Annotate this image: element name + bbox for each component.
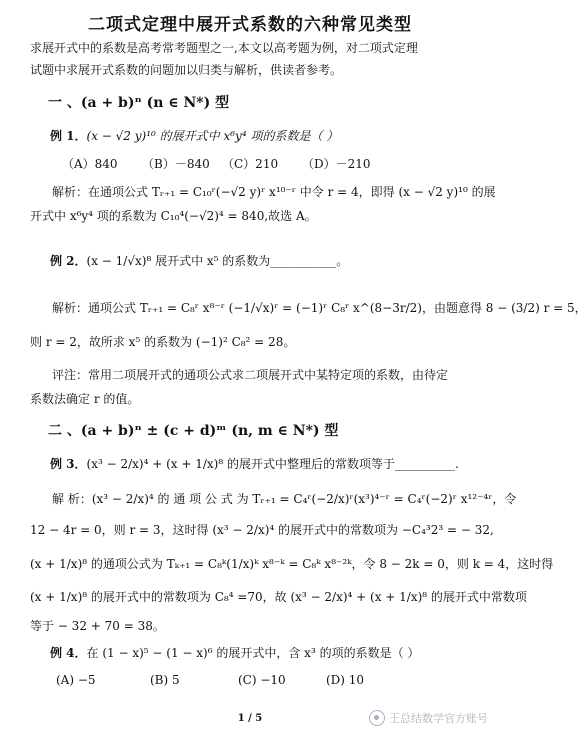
example-4-option-a: (A) −5 [56, 673, 96, 687]
example-1-text: (x − √2 y)¹⁰ 的展开式中 x⁶y⁴ 项的系数是（ ） [86, 129, 339, 143]
example-4-label: 例 4． [50, 646, 87, 660]
example-3-question [50, 456, 550, 472]
page-title: 二项式定理中展开式系数的六种常见类型 [88, 15, 412, 35]
intro-line-1: 求展开式中的系数是高考常考题型之一,本文以高考题为例，对二项式定理 [30, 41, 418, 55]
example-2-solution-line-1: 解析：通项公式 Tᵣ₊₁ = C₈ʳ x⁸⁻ʳ (−1/√x)ʳ = (−1)ʳ C₈ʳ x^(8−3r/2)，由题意得 8 − (3/2) r = 5， [52, 301, 587, 315]
example-4-text: 在 (1 − x)⁵ − (1 − x)⁶ 的展开式中，含 x³ 的项的系数是（ ） [86, 646, 420, 660]
example-3-label: 例 3． [50, 457, 87, 471]
example-3-solution-line-1: 解 析：(x³ − 2/x)⁴ 的 通 项 公 式 为 Tᵣ₊₁ = C₄ʳ(−2/x)ʳ(x³)⁴⁻ʳ = C₄ʳ(−2)ʳ x¹²⁻⁴ʳ，令 [52, 492, 517, 506]
example-3-solution-line-3: (x + 1/x)⁸ 的通项公式为 Tₖ₊₁ = C₈ᵏ(1/x)ᵏ x⁸⁻ᵏ = C₈ᵏ x⁸⁻²ᵏ，令 8 − 2k = 0，则 k = 4，这时得 [30, 557, 554, 571]
comment-line-1: 评注：常用二项展开式的通项公式求二项展开式中某特定项的系数，由待定 [52, 368, 449, 382]
example-4-question [50, 645, 550, 661]
example-1-solution-line-2: 开式中 x⁶y⁴ 项的系数为 C₁₀⁴(−√2)⁴ = 840,故选 A。 [30, 209, 317, 223]
example-2-text: (x − 1/√x)⁸ 展开式中 x⁵ 的系数为___________。 [86, 254, 349, 268]
example-1-option-b: （B）－840 [142, 157, 210, 171]
account-logo-icon [369, 710, 385, 726]
watermark-text: 王总结数学官方账号 [389, 712, 488, 725]
example-4-option-c: (C) −10 [238, 673, 286, 687]
example-4-option-d: (D) 10 [326, 673, 365, 687]
example-2-question [50, 253, 550, 269]
watermark [369, 710, 488, 726]
example-2-label: 例 2． [50, 254, 87, 268]
example-1-option-c: （C）210 [222, 157, 279, 171]
intro-line-2: 试题中求展开式系数的问题加以归类与解析，供读者参考。 [30, 63, 343, 77]
section-2-heading: 二 、(a + b)ⁿ ± (c + d)ᵐ (n, m ∈ N*) 型 [48, 423, 339, 439]
example-1-question [50, 128, 550, 144]
example-2-solution-line-2: 则 r = 2，故所求 x⁵ 的系数为 (−1)² C₈² = 28。 [30, 335, 296, 349]
example-3-text: (x³ − 2/x)⁴ + (x + 1/x)⁸ 的展开式中整理后的常数项等于__________. [86, 457, 459, 471]
example-4-option-b: (B) 5 [150, 673, 180, 687]
example-3-solution-line-2: 12 − 4r = 0，则 r = 3，这时得 (x³ − 2/x)⁴ 的展开式中的常数项为 −C₄³2³ = − 32, [30, 523, 494, 537]
example-3-solution-line-5: 等于 − 32 + 70 = 38。 [30, 619, 165, 633]
example-1-option-d: （D）－210 [302, 157, 371, 171]
section-1-heading: 一 、(a + b)ⁿ (n ∈ N*) 型 [48, 95, 230, 111]
example-1-option-a: （A）840 [62, 157, 118, 171]
example-1-solution-line-1: 解析：在通项公式 Tᵣ₊₁ = C₁₀ʳ(−√2 y)ʳ x¹⁰⁻ʳ 中令 r = 4，即得 (x − √2 y)¹⁰ 的展 [52, 185, 496, 199]
example-1-label: 例 1． [50, 129, 87, 143]
example-3-solution-line-4: (x + 1/x)⁸ 的展开式中的常数项为 C₈⁴ =70，故 (x³ − 2/x)⁴ + (x + 1/x)⁸ 的展开式中常数项 [30, 590, 527, 604]
page-number: 1 / 5 [237, 713, 263, 724]
comment-line-2: 系数法确定 r 的值。 [30, 392, 140, 406]
